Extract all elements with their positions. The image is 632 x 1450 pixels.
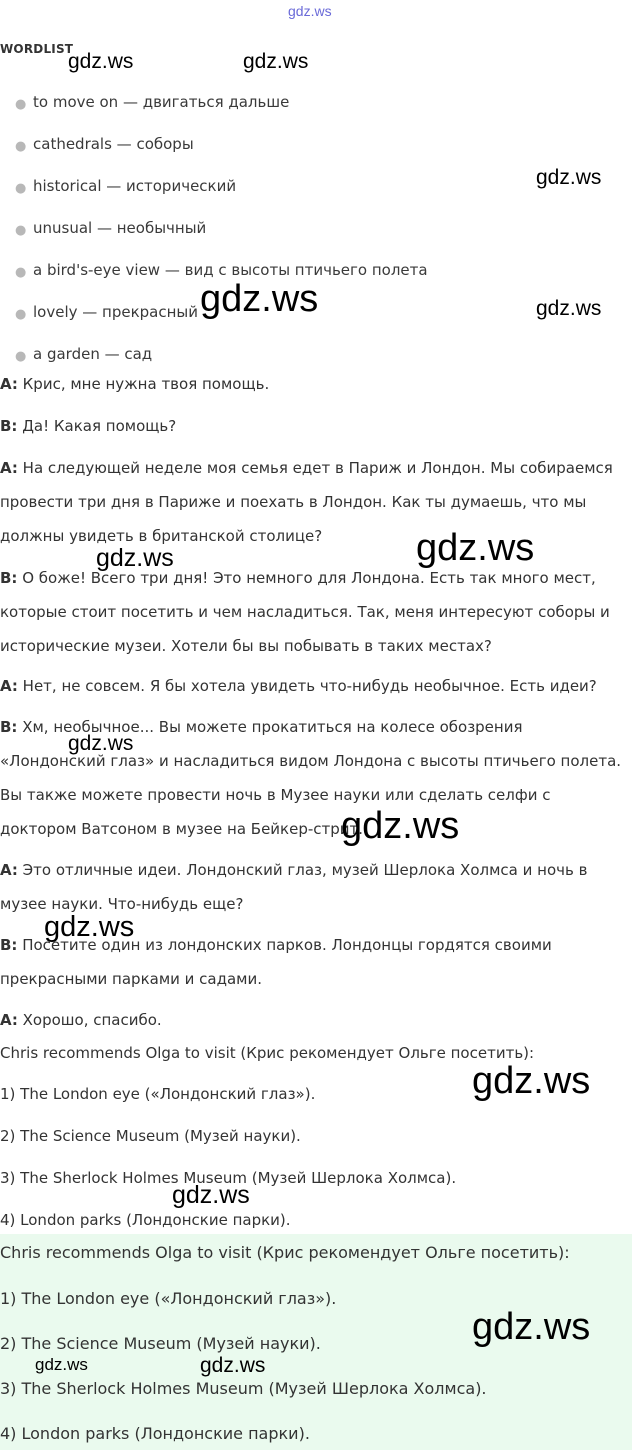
wordlist-item: lovely — прекрасный [33, 303, 199, 321]
dialogue-line [0, 367, 628, 401]
speaker-label: A: [0, 375, 18, 393]
watermark: gdz.ws [341, 805, 460, 847]
bullet-icon: ● [15, 223, 27, 238]
watermark: gdz.ws [96, 544, 174, 572]
speaker-label: A: [0, 459, 18, 477]
recommendation-item: 4) London parks (Лондонские парки). [0, 1211, 291, 1229]
answer-intro: Chris recommends Olga to visit (Крис рекомендует Ольге посетить): [0, 1243, 570, 1262]
dialogue-line [0, 669, 628, 703]
bullet-icon: ● [15, 181, 27, 196]
answer-item: 3) The Sherlock Holmes Museum (Музей Шерлока Холмса). [0, 1379, 487, 1398]
recommendation-intro: Chris recommends Olga to visit (Крис рекомендует Ольге посетить): [0, 1044, 535, 1062]
speaker-label: A: [0, 861, 18, 879]
watermark: gdz.ws [472, 1060, 591, 1102]
dialogue-text: О боже! Всего три дня! Это немного для Лондона. Есть так много мест, которые стоит посетить и чем насладиться. Так, меня интересуют соборы и исторические музеи. Хотели бы вы побывать в таких местах? [0, 569, 610, 655]
answer-item: 1) The London eye («Лондонский глаз»). [0, 1289, 337, 1308]
wordlist-item: cathedrals — соборы [33, 135, 194, 153]
bullet-icon: ● [15, 349, 27, 364]
answer-item: 2) The Science Museum (Музей науки). [0, 1334, 321, 1353]
dialogue-text: На следующей неделе моя семья едет в Париж и Лондон. Мы собираемся провести три дня в Париже и поехать в Лондон. Как ты думаешь, что мы должны увидеть в британской столице? [0, 459, 613, 545]
watermark: gdz.ws [200, 1354, 266, 1377]
speaker-label: A: [0, 677, 18, 695]
dialogue-text: Хорошо, спасибо. [17, 1011, 162, 1029]
bullet-icon: ● [15, 97, 27, 112]
wordlist-title: WORDLIST [0, 42, 74, 56]
watermark: gdz.ws [44, 911, 135, 943]
speaker-label: B: [0, 936, 18, 954]
dialogue-text: Да! Какая помощь? [17, 417, 177, 435]
speaker-label: B: [0, 569, 18, 587]
wordlist-item: a garden — сад [33, 345, 153, 363]
speaker-label: B: [0, 718, 18, 736]
watermark: gdz.ws [536, 166, 602, 189]
recommendation-item: 2) The Science Museum (Музей науки). [0, 1127, 301, 1145]
site-link[interactable]: gdz.ws [288, 3, 332, 19]
dialogue-text: Хм, необычное... Вы можете прокатиться на колесе обозрения «Лондонский глаз» и насладиться видом Лондона с высоты птичьего полета. Вы также можете провести ночь в Музее науки или сделать селфи с доктором Ватсоном в музее на Бейкер-стрит. [0, 718, 622, 838]
watermark: gdz.ws [243, 50, 309, 73]
dialogue-text: Посетите один из лондонских парков. Лондонцы гордятся своими прекрасными парками и садами. [0, 936, 552, 988]
watermark: gdz.ws [536, 297, 602, 320]
wordlist-item: historical — исторический [33, 177, 237, 195]
watermark: gdz.ws [472, 1306, 591, 1348]
dialogue-text: Крис, мне нужна твоя помощь. [17, 375, 270, 393]
recommendation-item: 3) The Sherlock Holmes Museum (Музей Шерлока Холмса). [0, 1169, 457, 1187]
answer-item: 4) London parks (Лондонские парки). [0, 1424, 310, 1443]
dialogue-line [0, 710, 628, 846]
watermark: gdz.ws [68, 732, 134, 755]
watermark: gdz.ws [68, 50, 134, 73]
watermark: gdz.ws [416, 527, 535, 569]
bullet-icon: ● [15, 139, 27, 154]
wordlist-item: a bird's-eye view — вид с высоты птичьего полета [33, 261, 428, 279]
dialogue-text: Нет, не совсем. Я бы хотела увидеть что-нибудь необычное. Есть идеи? [17, 677, 597, 695]
dialogue-line [0, 561, 628, 663]
dialogue-line [0, 1003, 628, 1037]
speaker-label: B: [0, 417, 18, 435]
speaker-label: A: [0, 1011, 18, 1029]
bullet-icon: ● [15, 307, 27, 322]
watermark: gdz.ws [172, 1181, 250, 1209]
wordlist-item: to move on — двигаться дальше [33, 93, 290, 111]
wordlist-item: unusual — необычный [33, 219, 207, 237]
dialogue-text: Это отличные идеи. Лондонский глаз, музей Шерлока Холмса и ночь в музее науки. Что-нибудь еще? [0, 861, 588, 913]
bullet-icon: ● [15, 265, 27, 280]
watermark: gdz.ws [200, 278, 319, 320]
recommendation-item: 1) The London eye («Лондонский глаз»). [0, 1085, 316, 1103]
dialogue-line [0, 409, 628, 443]
watermark: gdz.ws [35, 1355, 88, 1374]
